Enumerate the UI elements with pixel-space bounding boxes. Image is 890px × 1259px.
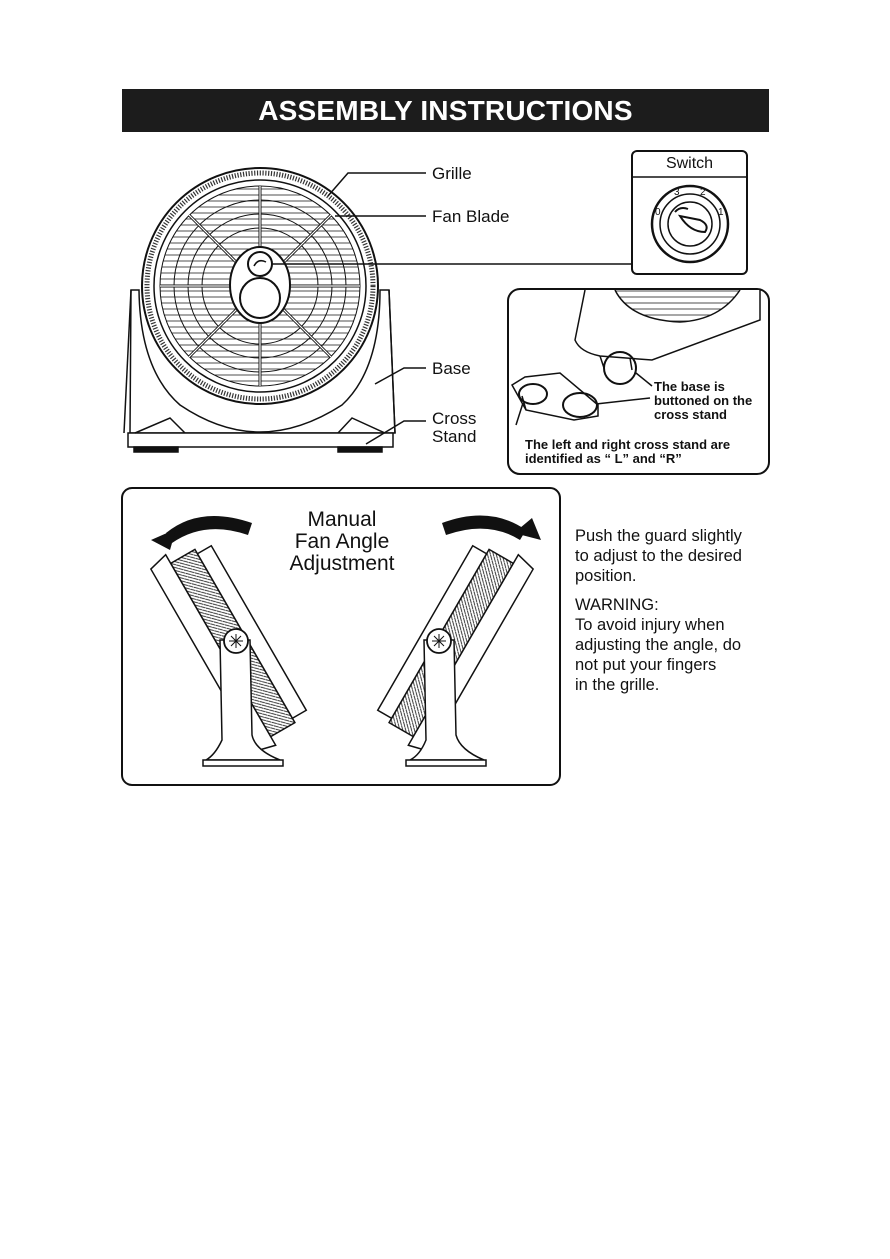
switch-title: Switch: [665, 155, 714, 172]
cross-stand-id-line1: The left and right cross stand are: [525, 437, 731, 452]
angle-title-line2: Fan Angle: [294, 530, 390, 553]
angle-title-line3: Adjustment: [289, 552, 395, 575]
warning-line3: not put your fingers: [575, 656, 717, 674]
cross-stand-label-line2: Stand: [432, 427, 477, 446]
page-title: ASSEMBLY INSTRUCTIONS: [122, 89, 769, 132]
warning-line1: To avoid injury when: [575, 616, 725, 634]
fan-blade-label: Fan Blade: [432, 207, 510, 226]
switch-setting-1: 1: [718, 207, 724, 218]
base-label: Base: [432, 359, 471, 378]
cross-stand-id-line2: identified as “ L” and “R”: [525, 451, 682, 466]
instruction-line2: to adjust to the desired: [575, 547, 742, 565]
base-buttoned-line3: cross stand: [654, 407, 727, 422]
angle-title-line1: Manual: [307, 508, 377, 531]
switch-setting-2: 2: [700, 187, 706, 198]
instruction-line3: position.: [575, 567, 637, 585]
switch-setting-0: 0: [655, 207, 661, 218]
warning-line4: in the grille.: [575, 676, 660, 694]
base-buttoned-line1: The base is: [654, 379, 725, 394]
instruction-line1: Push the guard slightly: [575, 527, 742, 545]
base-buttoned-line2: buttoned on the: [654, 393, 753, 408]
warning-line2: adjusting the angle, do: [575, 636, 742, 654]
grille-label: Grille: [432, 164, 472, 183]
switch-setting-3: 3: [674, 187, 680, 198]
cross-stand-label-line1: Cross: [432, 409, 477, 428]
warning-title: WARNING:: [575, 596, 659, 614]
